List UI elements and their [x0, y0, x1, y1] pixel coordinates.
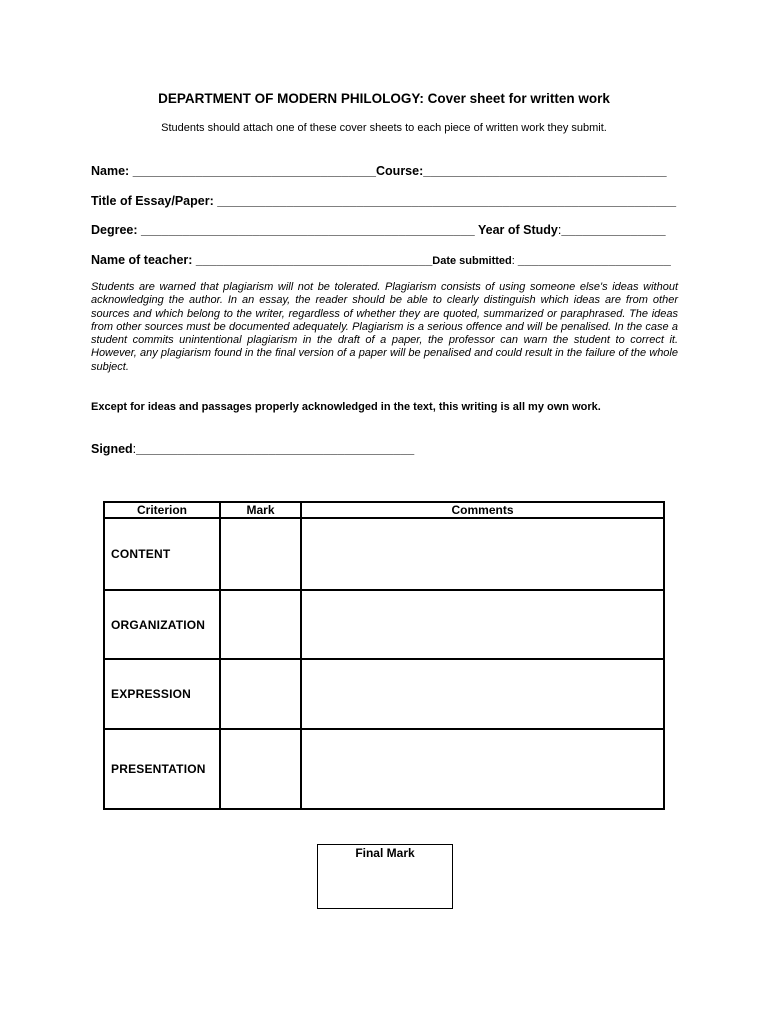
name-field[interactable]: ___________________________________: [132, 164, 377, 178]
essay-title-field[interactable]: __________________________________________________________________: [217, 194, 677, 208]
degree-year-row: [91, 223, 666, 237]
table-row: [104, 590, 664, 659]
grading-table-header: [104, 502, 664, 518]
criterion-cell: EXPRESSION: [104, 659, 220, 729]
year-of-study-label: Year of Study: [474, 223, 558, 237]
date-submitted-label: Date submitted: [432, 255, 512, 267]
criterion-cell: ORGANIZATION: [104, 590, 220, 659]
teacher-field[interactable]: __________________________________: [195, 253, 433, 267]
course-field[interactable]: ___________________________________: [423, 164, 667, 178]
teacher-date-row: [91, 253, 671, 267]
signature-row: [91, 442, 414, 456]
comments-cell[interactable]: [301, 590, 664, 659]
signed-colon: :: [132, 442, 137, 456]
year-of-study-colon: :: [557, 223, 562, 237]
final-mark-box[interactable]: [317, 844, 453, 909]
final-mark-label: Final Mark: [355, 846, 415, 860]
table-row: [104, 659, 664, 729]
table-row: [104, 518, 664, 590]
criterion-cell: PRESENTATION: [104, 729, 220, 809]
comments-cell[interactable]: [301, 518, 664, 590]
grading-table: [103, 501, 665, 810]
comments-cell[interactable]: [301, 659, 664, 729]
name-course-row: [91, 164, 667, 178]
mark-cell[interactable]: [220, 518, 301, 590]
page-subtitle: Students should attach one of these cover sheets to each piece of written work they submit.: [161, 122, 607, 134]
comments-cell[interactable]: [301, 729, 664, 809]
plagiarism-warning: Students are warned that plagiarism will not be tolerated. Plagiarism consists of using someone else's ideas without acknowledging the author. In an essay, the reader should be able to clearly distinguish which ideas are from other sources and which belong to the writer, regardless of whether they are quoted, summarized or paraphrased. The ideas from other sources must be documented adequately. Plagiarism is a serious offence and will be penalised. In the case a student commits unintentional plagiarism in the draft of a paper, the professor can warn the student to correct it. However, any plagiarism found in the final version of a paper will be penalised and could result in the failure of the whole subject.: [91, 281, 678, 373]
title-row: [91, 194, 676, 208]
comments-header: Comments: [301, 502, 664, 518]
signature-field[interactable]: ________________________________________: [136, 442, 415, 456]
date-submitted-field[interactable]: ______________________: [517, 253, 671, 267]
course-label: Course:: [376, 164, 424, 178]
mark-cell[interactable]: [220, 659, 301, 729]
teacher-label: Name of teacher:: [91, 253, 196, 267]
year-of-study-field[interactable]: _______________: [561, 223, 666, 237]
signed-label: Signed: [91, 442, 133, 456]
criterion-cell: CONTENT: [104, 518, 220, 590]
page-title: DEPARTMENT OF MODERN PHILOLOGY: Cover sheet for written work: [158, 91, 610, 106]
originality-statement: Except for ideas and passages properly acknowledged in the text, this writing is all my own work.: [91, 401, 601, 413]
degree-label: Degree:: [91, 223, 142, 237]
date-submitted-colon: :: [511, 255, 518, 267]
name-label: Name:: [91, 164, 133, 178]
table-row: [104, 729, 664, 809]
mark-header: Mark: [220, 502, 301, 518]
mark-cell[interactable]: [220, 590, 301, 659]
essay-title-label: Title of Essay/Paper:: [91, 194, 218, 208]
mark-cell[interactable]: [220, 729, 301, 809]
degree-field[interactable]: ________________________________________________: [141, 223, 475, 237]
criterion-header: Criterion: [104, 502, 220, 518]
